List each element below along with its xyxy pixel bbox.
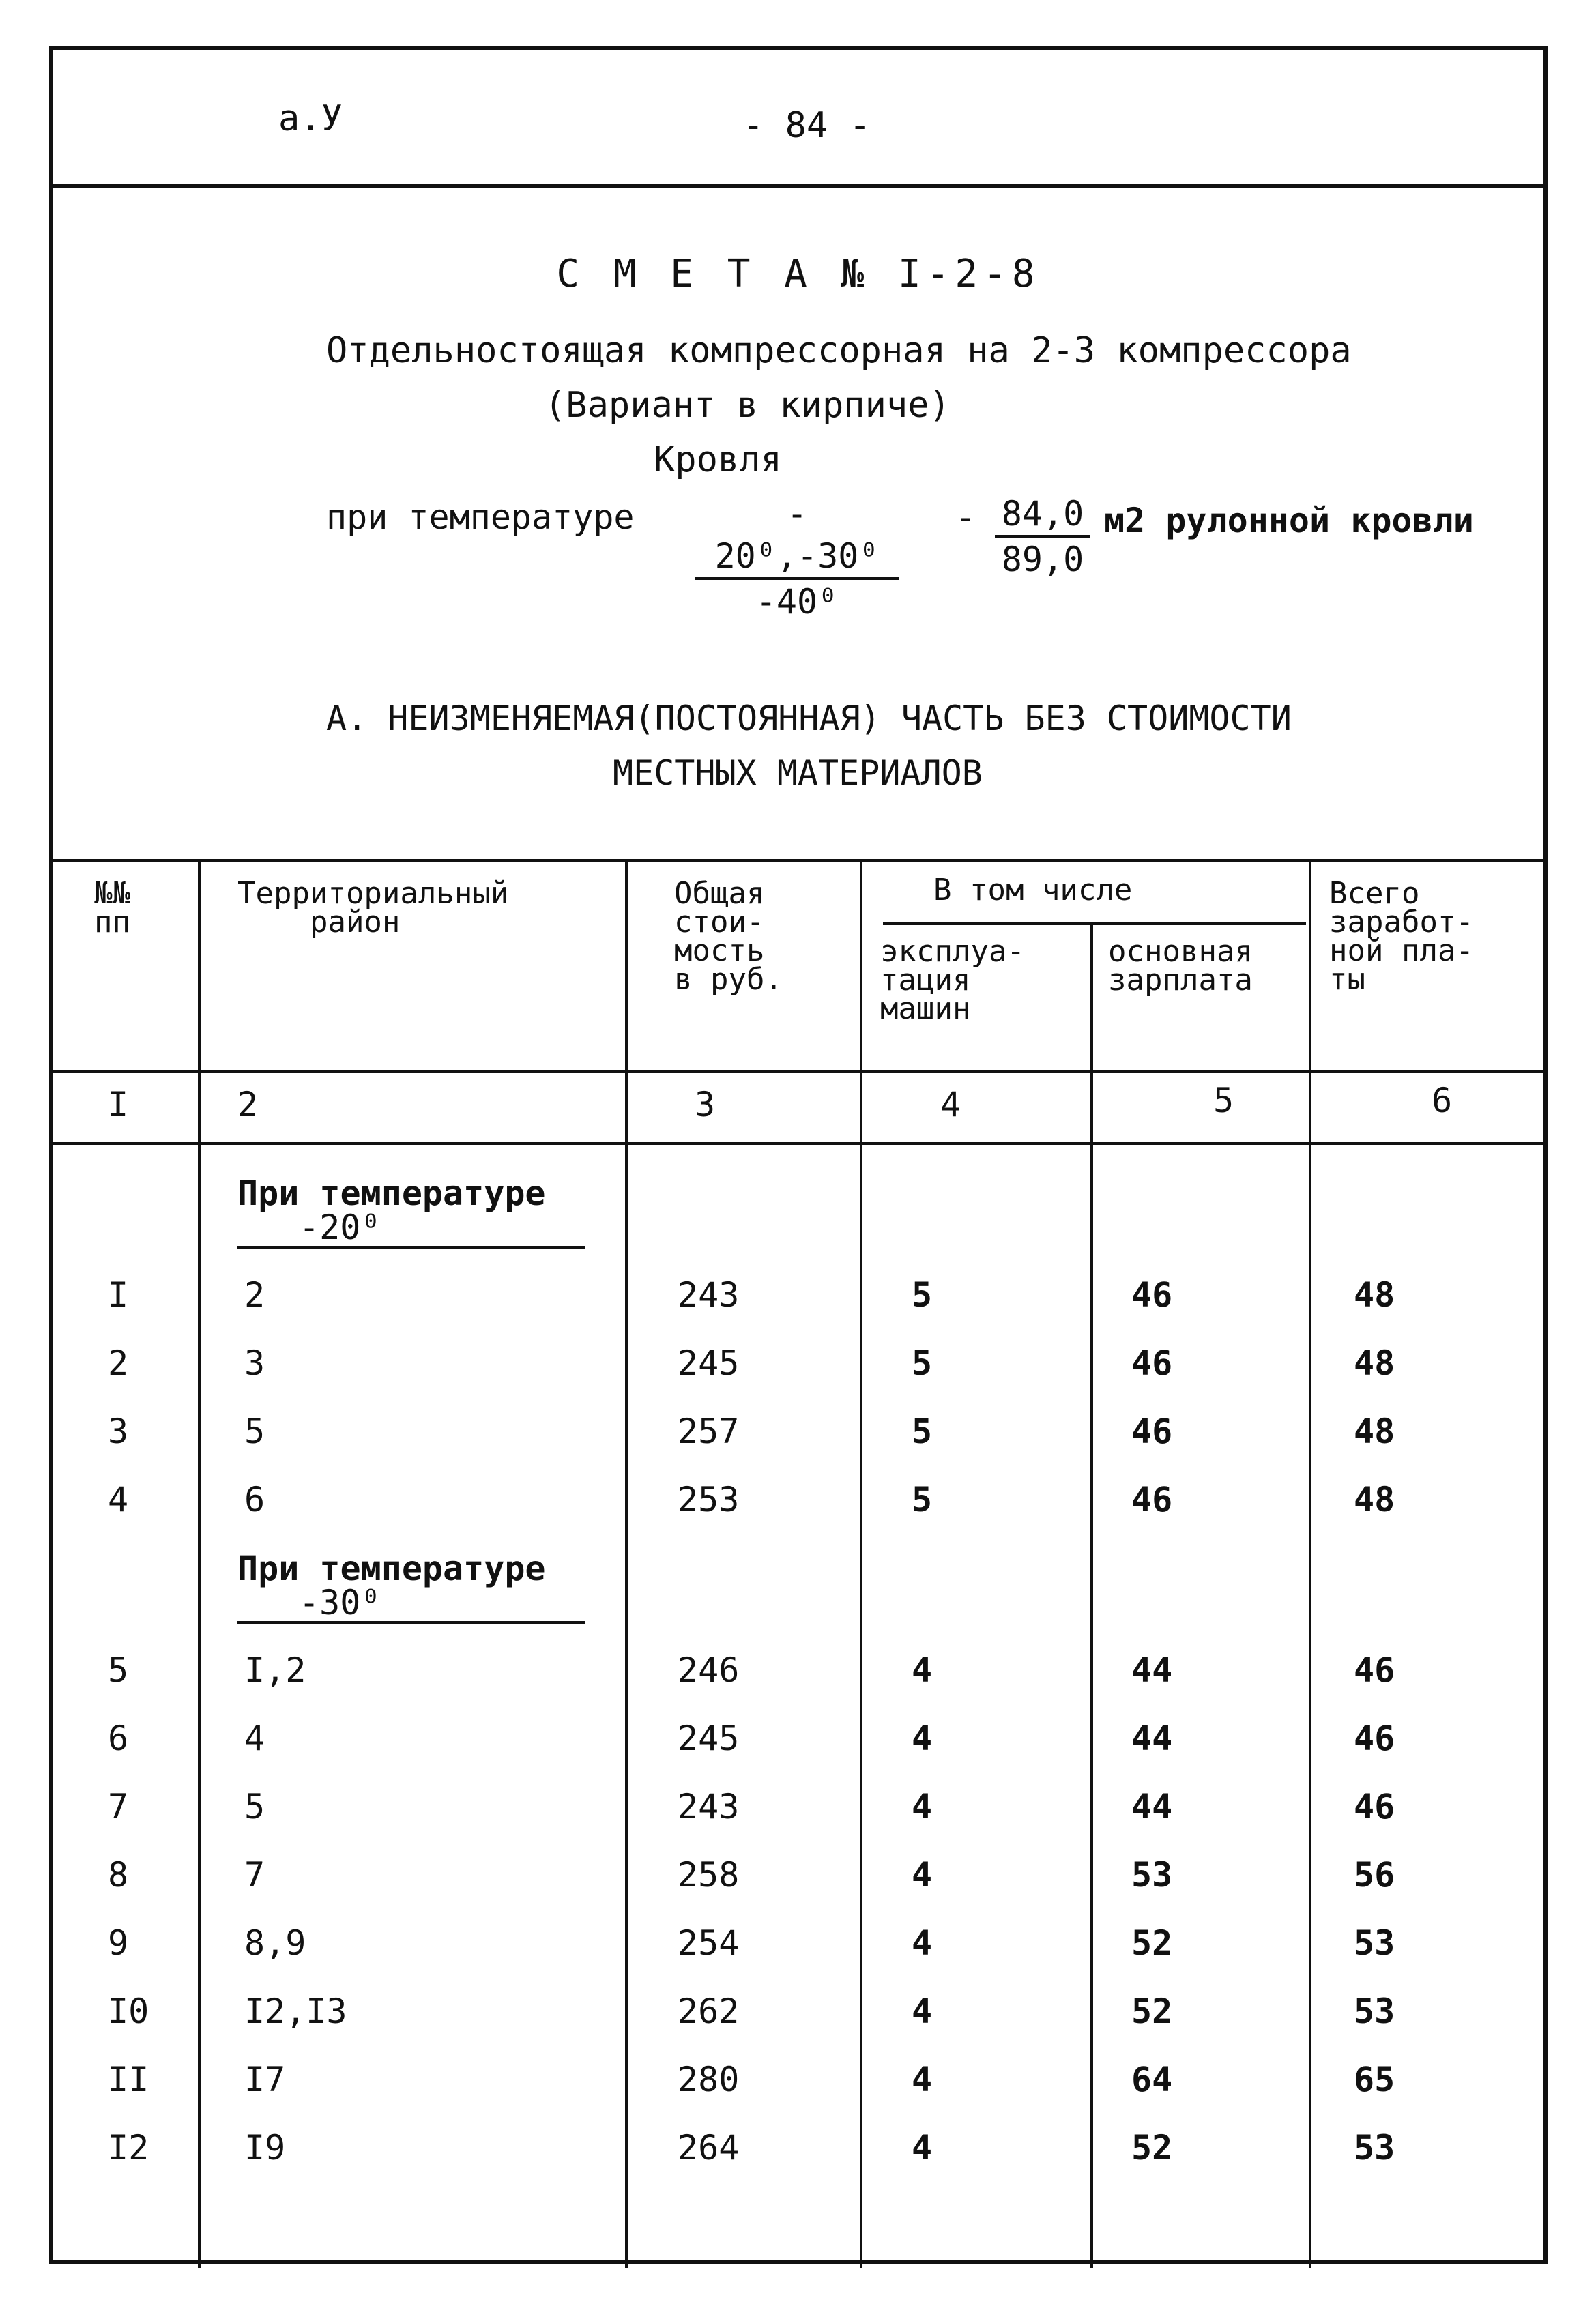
row-district: 3 bbox=[244, 1343, 265, 1383]
row-number: 3 bbox=[108, 1412, 129, 1451]
row-wages: 53 bbox=[1354, 1992, 1395, 2031]
row-district: I9 bbox=[244, 2128, 286, 2168]
col-header-total: Общая стои- мость в руб. bbox=[674, 876, 783, 997]
row-number: 8 bbox=[108, 1855, 129, 1895]
group-heading bbox=[237, 1551, 546, 1620]
row-salary: 52 bbox=[1131, 1923, 1173, 1963]
row-number: I0 bbox=[108, 1992, 149, 2031]
row-number: 4 bbox=[108, 1480, 129, 1519]
document-sheet bbox=[49, 46, 1548, 2264]
row-wages: 53 bbox=[1354, 2128, 1395, 2168]
part-a-heading-2: МЕСТНЫХ МАТЕРИАЛОВ bbox=[613, 753, 983, 793]
row-total: 243 bbox=[678, 1787, 740, 1826]
temperature-label: при температуре bbox=[326, 497, 635, 537]
col-header-machines: эксплуа- тация машин bbox=[880, 934, 1025, 1026]
header-code: а.У bbox=[278, 98, 343, 139]
row-machines: 4 bbox=[912, 1855, 933, 1895]
area-denominator: 89,0 bbox=[1001, 540, 1084, 579]
row-wages: 48 bbox=[1354, 1343, 1395, 1383]
row-district: 5 bbox=[244, 1787, 265, 1826]
group-underline bbox=[237, 1246, 585, 1249]
col-header-group: В том числе bbox=[933, 873, 1133, 907]
col-number: I bbox=[108, 1085, 129, 1124]
row-salary: 46 bbox=[1131, 1480, 1173, 1519]
area-unit: м2 рулонной кровли bbox=[1104, 501, 1474, 540]
row-machines: 5 bbox=[912, 1412, 933, 1451]
col-header-salary: основная зарплата bbox=[1108, 934, 1253, 997]
row-salary: 44 bbox=[1131, 1719, 1173, 1758]
row-salary: 44 bbox=[1131, 1650, 1173, 1690]
area-numerator: 84,0 bbox=[995, 493, 1090, 538]
variant-note: (Вариант в кирпиче) bbox=[545, 385, 951, 426]
row-wages: 65 bbox=[1354, 2060, 1395, 2099]
col-number: 4 bbox=[940, 1085, 961, 1124]
row-district: I,2 bbox=[244, 1650, 306, 1690]
row-total: 257 bbox=[678, 1412, 740, 1451]
col-header-wages: Всего заработ- ной пла- ты bbox=[1329, 876, 1474, 997]
row-total: 253 bbox=[678, 1480, 740, 1519]
group-underline bbox=[237, 1621, 585, 1624]
area-fraction bbox=[995, 493, 1090, 581]
row-machines: 4 bbox=[912, 1719, 933, 1758]
group-heading bbox=[237, 1173, 546, 1247]
row-total: 254 bbox=[678, 1923, 740, 1963]
row-wages: 46 bbox=[1354, 1719, 1395, 1758]
col-header-district: Территориальный район bbox=[237, 876, 509, 939]
row-salary: 46 bbox=[1131, 1275, 1173, 1315]
header-divider bbox=[53, 184, 1543, 188]
row-district: 2 bbox=[244, 1275, 265, 1315]
temperature-denominator: -40⁰ bbox=[755, 582, 839, 622]
row-salary: 52 bbox=[1131, 2128, 1173, 2168]
row-machines: 4 bbox=[912, 1650, 933, 1690]
document-subtitle: Отдельностоящая компрессорная на 2-3 компрессора bbox=[326, 330, 1352, 371]
col-header-number: №№ пп bbox=[94, 876, 130, 939]
group-header-divider bbox=[883, 922, 1306, 925]
row-district: 7 bbox=[244, 1855, 265, 1895]
row-number: I2 bbox=[108, 2128, 149, 2168]
col-number: 3 bbox=[695, 1085, 716, 1124]
row-total: 243 bbox=[678, 1275, 740, 1315]
row-salary: 53 bbox=[1131, 1855, 1173, 1895]
section-name: Кровля bbox=[654, 439, 782, 480]
col-number: 5 bbox=[1213, 1081, 1234, 1120]
row-total: 246 bbox=[678, 1650, 740, 1690]
group-title: При температуре bbox=[237, 1173, 546, 1213]
row-machines: 4 bbox=[912, 2128, 933, 2168]
row-total: 280 bbox=[678, 2060, 740, 2099]
group-temperature: -20⁰ bbox=[299, 1208, 381, 1247]
row-district: 5 bbox=[244, 1412, 265, 1451]
row-district: I7 bbox=[244, 2060, 286, 2099]
row-salary: 52 bbox=[1131, 1992, 1173, 2031]
row-salary: 46 bbox=[1131, 1412, 1173, 1451]
row-machines: 4 bbox=[912, 1923, 933, 1963]
col-number: 6 bbox=[1432, 1081, 1453, 1120]
row-wages: 56 bbox=[1354, 1855, 1395, 1895]
row-wages: 46 bbox=[1354, 1787, 1395, 1826]
row-district: 6 bbox=[244, 1480, 265, 1519]
group-title: При температуре bbox=[237, 1549, 546, 1588]
row-number: 9 bbox=[108, 1923, 129, 1963]
row-total: 258 bbox=[678, 1855, 740, 1895]
header-bottom-border bbox=[53, 1070, 1543, 1073]
row-total: 264 bbox=[678, 2128, 740, 2168]
table-top-border bbox=[53, 859, 1543, 862]
row-number: 2 bbox=[108, 1343, 129, 1383]
row-number: I bbox=[108, 1275, 129, 1315]
row-number: 7 bbox=[108, 1787, 129, 1826]
row-wages: 46 bbox=[1354, 1650, 1395, 1690]
row-total: 262 bbox=[678, 1992, 740, 2031]
row-machines: 4 bbox=[912, 1992, 933, 2031]
row-salary: 46 bbox=[1131, 1343, 1173, 1383]
temperature-fraction bbox=[695, 493, 899, 624]
temperature-numerator: - 20⁰,-30⁰ bbox=[695, 493, 899, 580]
col-divider bbox=[1090, 924, 1093, 2268]
row-wages: 48 bbox=[1354, 1275, 1395, 1315]
part-a-heading: А. НЕИЗМЕНЯЕМАЯ(ПОСТОЯННАЯ) ЧАСТЬ БЕЗ СТОИМОСТИ bbox=[326, 699, 1292, 738]
row-salary: 44 bbox=[1131, 1787, 1173, 1826]
fraction-dash: - bbox=[955, 497, 976, 537]
col-number: 2 bbox=[237, 1085, 259, 1124]
row-wages: 48 bbox=[1354, 1480, 1395, 1519]
row-district: I2,I3 bbox=[244, 1992, 347, 2031]
row-total: 245 bbox=[678, 1343, 740, 1383]
row-salary: 64 bbox=[1131, 2060, 1173, 2099]
row-machines: 4 bbox=[912, 2060, 933, 2099]
document-title: С М Е Т А № I-2-8 bbox=[556, 252, 1041, 296]
group-temperature: -30⁰ bbox=[299, 1583, 381, 1622]
col-number-border bbox=[53, 1142, 1543, 1145]
row-wages: 53 bbox=[1354, 1923, 1395, 1963]
row-machines: 4 bbox=[912, 1787, 933, 1826]
row-machines: 5 bbox=[912, 1275, 933, 1315]
page-number: - 84 - bbox=[742, 105, 871, 146]
row-number: II bbox=[108, 2060, 149, 2099]
row-number: 6 bbox=[108, 1719, 129, 1758]
row-wages: 48 bbox=[1354, 1412, 1395, 1451]
row-district: 8,9 bbox=[244, 1923, 306, 1963]
row-total: 245 bbox=[678, 1719, 740, 1758]
row-machines: 5 bbox=[912, 1480, 933, 1519]
row-machines: 5 bbox=[912, 1343, 933, 1383]
row-district: 4 bbox=[244, 1719, 265, 1758]
row-number: 5 bbox=[108, 1650, 129, 1690]
